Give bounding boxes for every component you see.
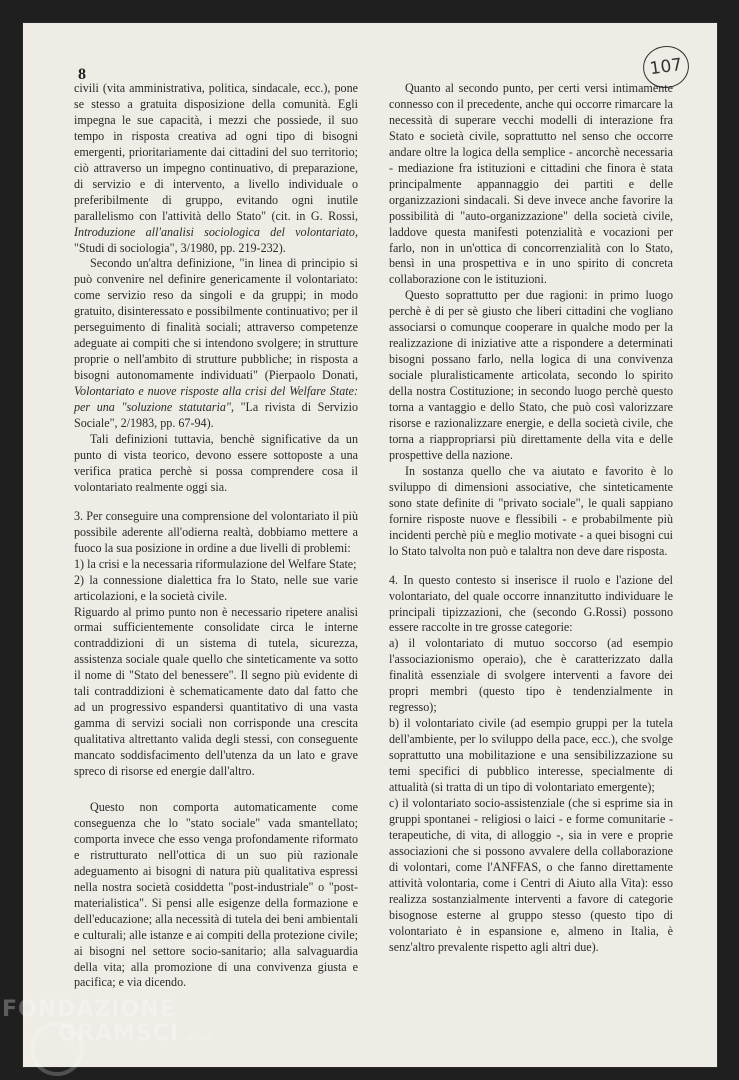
paragraph: In sostanza quello che va aiutato e favorito è lo sviluppo di dimensioni associative, che sinteticamente sono state definite di "privato sociale", le quali sappiano fornire risposte nuove e flessibili - e probabilmente più incidenti perchè più e meglio motivate - a quei bisogni cui lo Stato talvolta non può e talaltra non deve dare risposta.	[389, 463, 673, 558]
page-number: 8	[78, 66, 86, 83]
section-3-intro: 3. Per conseguire una comprensione del volontariato il più possibile aderente all'odierna realtà, dobbiamo mettere a fuoco la sua posizione in ordine a due livelli di problemi:	[74, 508, 358, 555]
paragraph: civili (vita amministrativa, politica, sindacale, ecc.), pone se stesso a gratuita disposizione della comunità. Egli impegna le sue capacità, i mezzi che possiede, il suo tempo in risposta creativa ad ogni tipo di bisogni emergenti, prioritariamente dai cittadini del suo territorio; ciò attraverso un impegno continuativo, di preparazione, di servizio e di intervento, a livello individuale o preferibilmente di gruppo, evitando ogni inutile parallelismo con l'attività dello Stato" (cit. in G. Rossi, Introduzione all'analisi sociologica del volontariato, "Studi di sociologia", 3/1980, pp. 219-232).	[74, 81, 358, 255]
list-item: a) il volontariato di mutuo soccorso (ad esempio l'associazionismo operaio), che è caratterizzato dalla finalità essenziale di svolgere interventi a favore dei propri membri (questo tipo è tendenzialmente in regresso);	[389, 636, 673, 715]
paragraph: Questo non comporta automaticamente come conseguenza che lo "stato sociale" vada smantellato; comporta invece che esso venga profondamente riformato e ristrutturato nell'ottica di un suo più razionale adeguamento ai bisogni di natura più qualitativa espressi nella nostra società cosiddetta "post-industriale" o "post-materialistica". Si pensi alle esigenze della formazione e dell'educazione; alla necessità di tutela dei beni ambientali e culturali; alle istanze e ai compiti della protezione civile; ai bisogni nel settore socio-sanitario; alla salvaguardia della vita; alla promozione di una convivenza giusta e pacifica; e via dicendo.	[74, 799, 358, 990]
list-item: b) il volontariato civile (ad esempio gruppi per la tutela dell'ambiente, per lo sviluppo della pace, ecc.), che svolge soprattutto una mobilitazione e una sensibilizzazione su temi specifici di pubblico interesse, specialmente di attualità (si tratta di un tipo di volontariato emergente);	[389, 716, 673, 794]
paragraph: Quanto al secondo punto, per certi versi intimamente connesso con il precedente, anche qui occorre rimarcare la necessità di superare vecchi modelli di interazione fra Stato e società civile, soprattutto nel senso che occorre andare oltre la logica della semplice - ancorchè necessaria - mediazione fra istituzioni e cittadini che finora è stata principalmente appannaggio dei partiti e delle organizzazioni sindacali. Si deve invece anche favorire la possibilità di "auto-organizzazione" della società civile, laddove questa manifesti potenzialità e vocazioni per farlo, non in un'ottica di concorrenzialità con lo Stato, bensì in una prospettiva e in uno spirito di concreta collaborazione con le istituzioni.	[389, 81, 673, 287]
archive-stamp: 107	[640, 43, 691, 91]
watermark	[2, 998, 211, 1050]
list-item: c) il volontariato socio-assistenziale (che si esprime sia in gruppi spontanei - religiosi o laici - e forme comunitarie - terapeutiche, di vita, di alloggio -, sia in vere e proprie associazioni che si possono avvalere della collaborazione di volontari, come l'ANFFAS, o che fanno direttamente attività volontaria, come i Centri di Aiuto alla Vita): esso realizza sostanzialmente interventi a favore di categorie bisognose esterne al gruppo stesso (questo tipo di volontariato è in espansione e, almeno in Italia, è senz'altro prevalente rispetto agli altri due).	[389, 795, 673, 954]
left-column	[74, 81, 358, 991]
watermark-line2: GRAMSCI onlus	[58, 1021, 212, 1046]
paragraph: Secondo un'altra definizione, "in linea di principio si può convenire nel definire genericamente il volontariato: come servizio reso da singoli e da gruppi; in modo gratuito, disinteressato e possibilmente continuativo; per il perseguimento di finalità sociali; attraverso competenze adeguate ai compiti che si intendono svolgere; in strutture proprie o nell'ambito di strutture pubbliche; in risposta a bisogni autonomamente individuati" (Pierpaolo Donati, Volontariato e nuove risposte alla crisi del Welfare State: per una "soluzione statutaria", "La rivista di Servizio Sociale", 2/1983, pp. 67-94).	[74, 256, 358, 431]
paragraph: Riguardo al primo punto non è necessario ripetere analisi ormai sufficientemente consolidate circa le interne contraddizioni di un sistema di tutela, sicurezza, assistenza sociale quale quello che sinteticamente va sotto il nome di "Stato del benessere". Il segno più evidente di tali contraddizioni è schematicamente dato dal fatto che ad un progressivo espandersi quantitativo di una vasta gamma di servizi sociali non corrisponde una crescita qualitativa altrettanto valida degli stessi, con conseguente mancato soddisfacimento dell'utenza da un lato e grave spreco di risorse ed energie dall'altro.	[74, 604, 358, 779]
section-4-intro: 4. In questo contesto si inserisce il ruolo e l'azione del volontariato, del quale occorre innanzitutto individuare le principali tipizzazioni, che (secondo G.Rossi) possono essere raccolte in tre grosse categorie:	[389, 572, 673, 635]
paragraph: Questo soprattutto per due ragioni: in primo luogo perchè è di per sè giusto che liberi cittadini che vogliano associarsi o comunque cooperare in qualche modo per la realizzazione di iniziative atte a rispondere a determinati bisogni possano farlo, nella logica di una convivenza sociale pluralisticamente articolata, secondo lo spirito della nostra Costituzione; in secondo luogo perchè questo torna a vantaggio e dello Stato, che può così valorizzare risorse e razionalizzare energie, e della società civile, che torna a riappropriarsi più direttamente della vita e delle prospettive della nazione.	[389, 288, 673, 462]
watermark-line1: FONDAZIONE	[2, 997, 176, 1022]
list-item: 1) la crisi e la necessaria riformulazione del Welfare State;	[74, 556, 357, 571]
right-column	[389, 81, 673, 955]
paragraph: Tali definizioni tuttavia, benchè significative da un punto di vista teorico, devono essere sottoposte a una verifica pratica perchè si possa comprendere cosa il volontariato realmente oggi sia.	[74, 431, 358, 494]
list-item: 2) la connessione dialettica fra lo Stato, nelle sue varie articolazioni, e la società civile.	[74, 572, 358, 603]
